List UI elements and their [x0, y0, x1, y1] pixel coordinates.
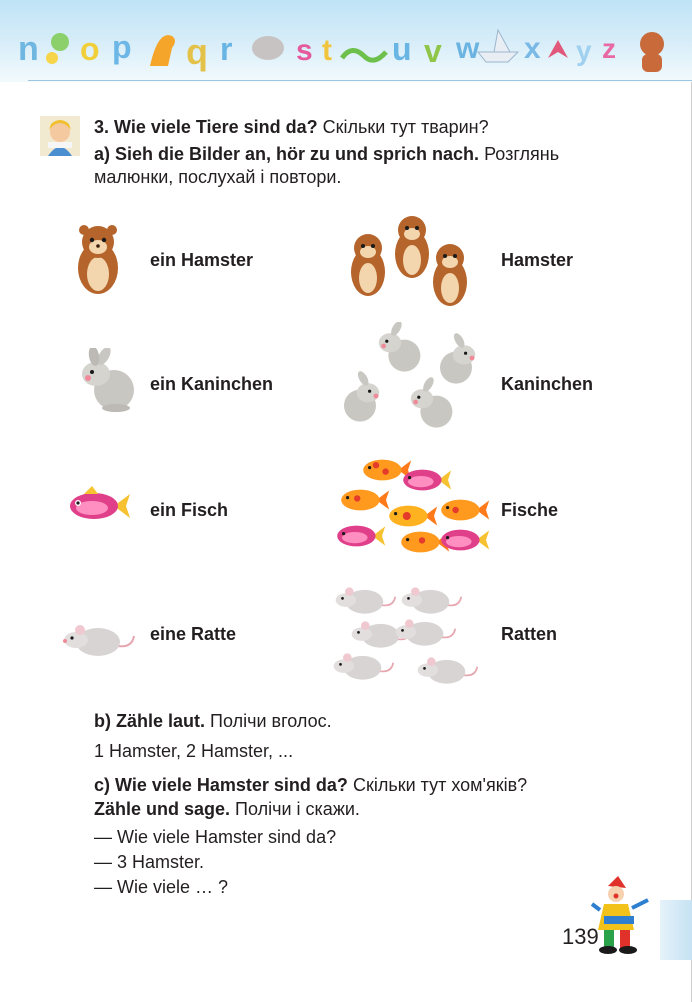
- part-a-uk-1: Розглянь: [484, 144, 560, 164]
- fish-icon: [66, 486, 132, 526]
- vocab-singular-hamster: ein Hamster: [150, 250, 254, 270]
- bird-icon: [548, 40, 568, 58]
- part-b-uk: Полічи вголос.: [210, 711, 332, 731]
- clown-icon: [590, 876, 652, 956]
- part-a-de: a) Sieh die Bilder an, hör zu und sprich nach.: [94, 144, 480, 164]
- part-c-instruction: [94, 774, 527, 796]
- teddy-bear-icon: [640, 32, 664, 56]
- mouse-icon: [252, 36, 284, 60]
- rat-group-icon: [332, 578, 492, 690]
- banner-letter-w: w: [456, 32, 480, 65]
- page-corner-tab: [660, 900, 692, 960]
- banner-letter-z: z: [602, 33, 616, 64]
- hamster-icon: [74, 222, 122, 296]
- rat-icon: [62, 614, 136, 662]
- vocab-plural-rabbit: Kaninchen: [501, 374, 594, 394]
- vocab-plural-fish: Fische: [501, 500, 559, 520]
- paper-boat-icon: [478, 30, 518, 62]
- worm-icon: [342, 50, 386, 60]
- dialog-line: — 3 Hamster.: [94, 852, 205, 872]
- banner-letter-t: t: [322, 34, 332, 67]
- banner-letter-q: q: [186, 31, 208, 72]
- part-c-de-1: c) Wie viele Hamster sind da?: [94, 775, 348, 795]
- vocab-plural-hamster: Hamster: [501, 250, 574, 270]
- part-c-de-2: Zähle und sage.: [94, 799, 231, 819]
- vocab-singular-rabbit: ein Kaninchen: [150, 374, 274, 394]
- pupil-icon: [40, 116, 80, 156]
- part-a-instruction: [94, 143, 559, 165]
- banner-letter-y: y: [576, 35, 592, 66]
- hamster-group-icon: [344, 212, 474, 310]
- dialog-line: — Wie viele … ?: [94, 877, 229, 897]
- vocab-singular-fish: ein Fisch: [150, 500, 229, 520]
- part-b-de: b) Zähle laut.: [94, 711, 206, 731]
- vocab-plural-rat: Ratten: [501, 624, 558, 644]
- banner-letter-n: n: [18, 30, 39, 68]
- exercise-heading: [94, 116, 489, 138]
- flower-icon: [51, 33, 69, 51]
- dialog-line: — Wie viele Hamster sind da?: [94, 827, 337, 847]
- teddy-bear-body-icon: [642, 54, 662, 72]
- alphabet-banner: [0, 0, 692, 82]
- part-b-instruction: [94, 710, 332, 732]
- page-number: 139: [562, 924, 599, 949]
- banner-divider: [28, 80, 692, 81]
- part-c-instruction-2: [94, 798, 360, 820]
- exercise-heading-de: 3. Wie viele Tiere sind da?: [94, 117, 318, 137]
- banner-letter-s: s: [296, 34, 313, 67]
- banner-letter-r: r: [220, 31, 233, 67]
- dinosaur-icon: [150, 35, 175, 66]
- fish-group-icon: [334, 454, 492, 560]
- banner-letter-x: x: [524, 32, 541, 65]
- vocab-singular-rat: eine Ratte: [150, 624, 237, 644]
- exercise-heading-uk: Скільки тут тварин?: [322, 117, 489, 137]
- flower-center-icon: [46, 52, 58, 64]
- banner-letter-u: u: [392, 31, 412, 67]
- part-b-example: 1 Hamster, 2 Hamster, ...: [94, 741, 294, 761]
- banner-letter-v: v: [424, 33, 442, 69]
- banner-letter-o: o: [80, 31, 100, 67]
- rabbit-icon: [76, 348, 140, 414]
- banner-letters: [0, 0, 692, 82]
- banner-letter-p: p: [112, 29, 132, 65]
- part-c-uk-2: Полічи і скажи.: [235, 799, 360, 819]
- rabbit-group-icon: [336, 322, 490, 434]
- part-c-uk-1: Скільки тут хом'яків?: [352, 775, 528, 795]
- part-a-instruction-continued: малюнки, послухай і повтори.: [94, 167, 342, 187]
